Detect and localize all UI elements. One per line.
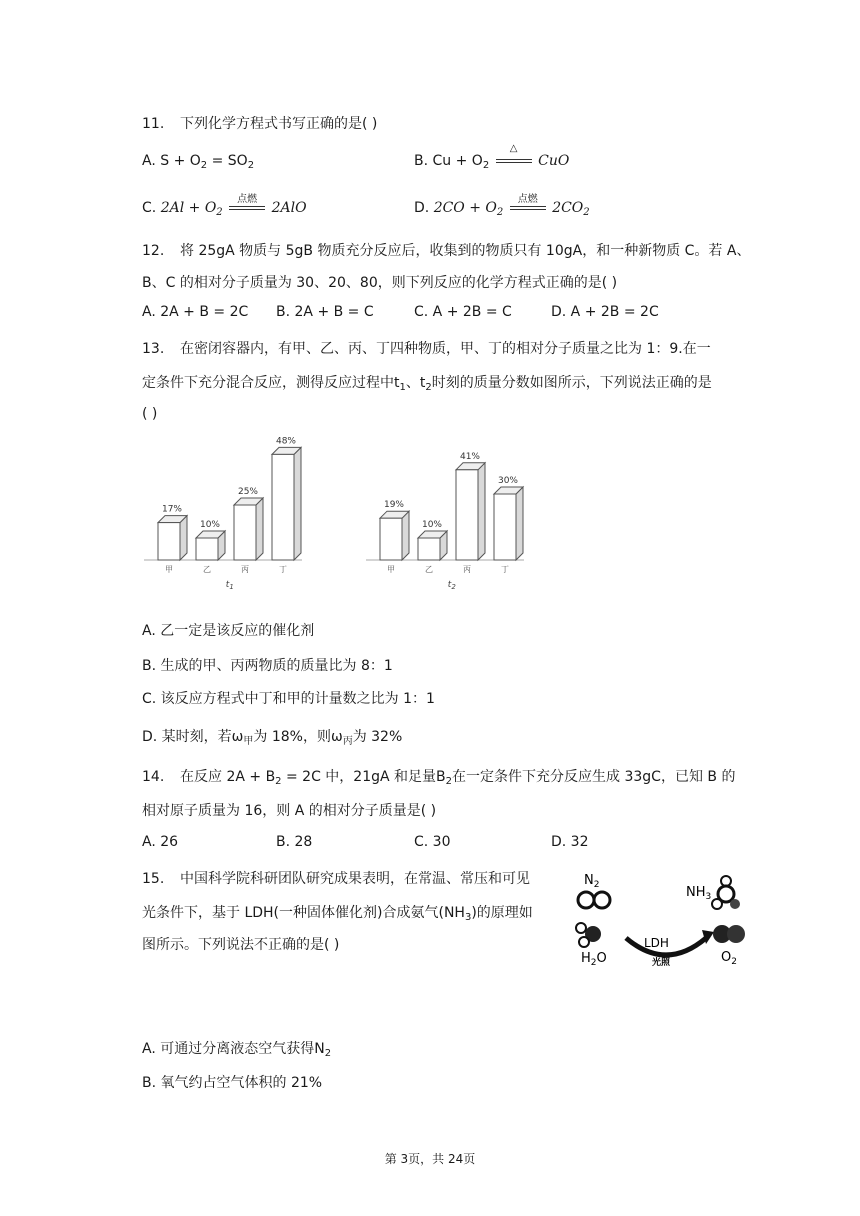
q11-option-d — [414, 194, 590, 218]
bar — [456, 470, 478, 560]
q14-line1: 14. 在反应 $2A + B_2 = 2C$ 中，21gA 和足量$B_2$在一定条件下充分反应生成 33gC，已知 B 的 — [142, 769, 736, 787]
equation-rhs: 2AlO — [271, 200, 307, 216]
subscript: 2 — [445, 776, 453, 787]
subscript: 2 — [583, 207, 590, 218]
subscript: 1 — [399, 382, 406, 393]
bar-value-label: 10% — [421, 520, 443, 530]
chart-t1 — [144, 436, 302, 591]
bar-side — [478, 463, 485, 560]
subscript: 丙 — [342, 736, 353, 747]
equation-rhs: = SO — [207, 153, 248, 169]
q11-option-a — [142, 153, 254, 169]
reaction-condition: 点燃 — [508, 200, 548, 216]
q15-line3: 图所示。下列说法不正确的是( ) — [142, 937, 340, 953]
n2-atom — [578, 892, 594, 908]
q15-line2: 光条件下，基于 LDH(一种固体催化剂)合成氨气$(NH_3)$的原理如 — [142, 905, 533, 923]
equation-lhs: S + O — [160, 153, 201, 169]
ammonia-synthesis-diagram — [566, 864, 776, 974]
q13-option-c: C. 该反应方程式中丁和甲的计量数之比为 1：1 — [142, 691, 435, 707]
subscript: 2 — [496, 207, 504, 218]
category-label: 丁 — [501, 565, 509, 574]
subscript: 2 — [216, 207, 223, 218]
category-label: 丙 — [241, 565, 249, 574]
category-label: 丙 — [463, 565, 471, 574]
category-label: 丁 — [279, 565, 287, 574]
category-label: 乙 — [425, 565, 433, 574]
q15-line1: 15. 中国科学院科研团队研究成果表明，在常温、常压和可见 — [142, 871, 530, 887]
bar — [234, 505, 256, 560]
light-label: 光照 — [652, 958, 671, 968]
q13-option-d: D. 某时刻，若$\omega_甲$为 18%，则$\omega_丙$为 32% — [142, 729, 403, 747]
chart-title: $t_1$ — [225, 580, 234, 591]
reaction-condition: △ — [494, 153, 534, 169]
bar-value-label: 41% — [459, 451, 481, 462]
q12-line1 — [142, 240, 750, 260]
q11-option-b — [414, 143, 570, 171]
h2o-label: $H_2O$ — [581, 951, 607, 968]
q14-option-a: A. 26 — [142, 834, 179, 850]
bar-side — [294, 447, 301, 560]
option-letter: D. — [414, 200, 430, 216]
subscript: 2 — [324, 1048, 332, 1059]
subscript: 2 — [425, 382, 432, 393]
equation-lhs: 2Al + O — [160, 200, 217, 216]
h-atom — [712, 899, 722, 909]
equation-lhs: 2CO + O — [433, 200, 497, 216]
q15-number: 15. — [142, 871, 165, 887]
subscript: 2 — [200, 160, 208, 171]
q12-number: 12. — [142, 243, 165, 259]
bar — [380, 518, 402, 560]
o-atom — [727, 925, 745, 943]
q12-text: 将 25gA 物质与 5gB 物质充分反应后，收集到的物质只有 10gA，和一种新物质 C。若 A、 — [180, 243, 751, 259]
nh3-label: $NH_3$ — [686, 885, 712, 902]
q13-option-a: A. 乙一定是该反应的催化剂 — [142, 623, 315, 639]
bar — [494, 494, 516, 560]
q11-number: 11. — [142, 116, 165, 132]
option-letter: B. — [414, 153, 429, 169]
q14-option-b: B. 28 — [276, 834, 313, 850]
q13-number: 13. — [142, 341, 165, 357]
bar — [158, 523, 180, 560]
q12-option-d: D. A + 2B = 2C — [551, 304, 659, 320]
q14-number: 14. — [142, 769, 165, 785]
q13-text: 在密闭容器内，有甲、乙、丙、丁四种物质，甲、丁的相对分子质量之比为 1：9.在一 — [180, 341, 711, 357]
q11-stem — [142, 113, 377, 133]
bar-value-label: 25% — [237, 487, 259, 497]
q13-option-b: B. 生成的甲、丙两物质的质量比为 8：1 — [142, 658, 393, 674]
bar-value-label: 48% — [275, 436, 297, 447]
q12-option-a: A. 2A + B = 2C — [142, 304, 249, 320]
q12-line2: B、C 的相对分子质量为 30、20、80，则下列反应的化学方程式正确的是( ) — [142, 275, 618, 291]
bar-value-label: 30% — [497, 476, 519, 486]
bar-side — [180, 516, 187, 560]
q12-option-b: B. 2A + B = C — [276, 304, 374, 320]
bar-side — [256, 498, 263, 560]
bar — [272, 454, 294, 560]
q14-option-d: D. 32 — [551, 834, 589, 850]
category-label: 甲 — [387, 565, 395, 574]
q12-option-c: C. A + 2B = C — [414, 304, 512, 320]
bar-value-label: 19% — [383, 500, 405, 511]
n2-atom — [594, 892, 610, 908]
category-label: 乙 — [203, 565, 211, 574]
h-atom — [579, 937, 589, 947]
q15-option-b: B. 氧气约占空气体积的 21% — [142, 1075, 323, 1091]
equation-rhs: 2CO — [552, 200, 584, 216]
page-footer: 第 3页，共 24页 — [384, 1152, 476, 1166]
mass-fraction-charts — [140, 436, 540, 596]
subscript: 2 — [482, 160, 490, 171]
o2-label: $O_2$ — [721, 950, 737, 967]
bar-side — [516, 487, 523, 560]
subscript: 2 — [275, 776, 282, 787]
bar — [196, 538, 218, 560]
ldh-label: LDH — [644, 936, 669, 950]
option-letter: A. — [142, 153, 156, 169]
q13-line1 — [142, 338, 711, 358]
chart-title: $t_2$ — [447, 580, 456, 591]
option-letter: C. — [142, 200, 157, 216]
bar-side — [402, 511, 409, 560]
q11-text: 下列化学方程式书写正确的是( ) — [180, 116, 378, 132]
q13-line3: ( ) — [142, 406, 158, 422]
chart-t2 — [366, 452, 524, 591]
q14-line2: 相对原子质量为 16，则 A 的相对分子质量是( ) — [142, 803, 437, 819]
q11-option-c — [142, 194, 307, 218]
n2-label: $N_2$ — [584, 873, 600, 890]
reaction-condition: 点燃 — [227, 200, 267, 216]
subscript: 2 — [247, 160, 255, 171]
h-atom — [576, 923, 586, 933]
equation-rhs: CuO — [538, 153, 570, 169]
q14-option-c: C. 30 — [414, 834, 451, 850]
bar — [418, 538, 440, 560]
q13-line2: 定条件下充分混合反应，测得反应过程中$t_1$、$t_2$时刻的质量分数如图所示，下列说法正确的是 — [142, 375, 712, 393]
equation-lhs: Cu + O — [432, 153, 483, 169]
category-label: 甲 — [165, 565, 173, 574]
h-atom — [730, 899, 740, 909]
bar-value-label: 17% — [161, 504, 183, 515]
subscript: 3 — [464, 912, 472, 923]
subscript: 甲 — [243, 736, 254, 747]
q15-option-a: A. 可通过分离液态空气获得$N_2$ — [142, 1041, 332, 1059]
bar-value-label: 10% — [199, 520, 221, 530]
